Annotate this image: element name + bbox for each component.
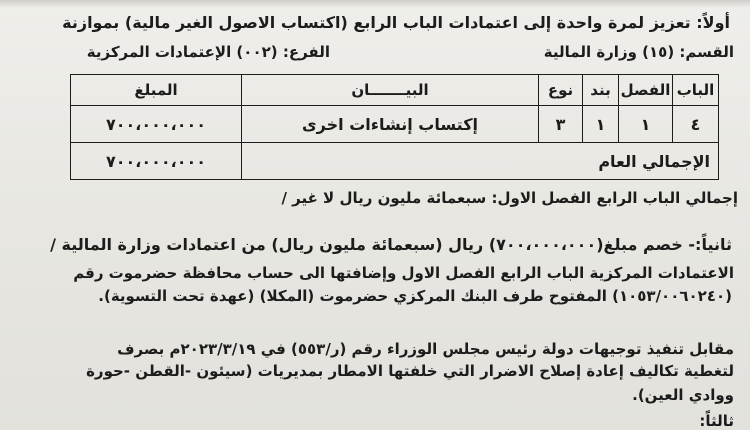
paragraph-7: ووادي العين). xyxy=(632,386,734,404)
paragraph-8: ثالثاً: xyxy=(699,412,734,430)
paragraph-6: لتغطية تكاليف إعادة إصلاح الاضرار التي خلفتها الامطار بمديريات (سيئون -القطن -حورة xyxy=(86,362,734,380)
header-naw: نوع xyxy=(539,75,583,106)
cell-band: ١ xyxy=(583,106,619,143)
budget-table xyxy=(70,74,719,180)
heading-line-1: أولاً: تعزيز لمرة واحدة إلى اعتمادات الباب الرابع (اكتساب الاصول الغير مالية) بموازنة xyxy=(62,13,730,32)
table-total-row xyxy=(71,143,719,180)
paragraph-1: إجمالي الباب الرابع الفصل الاول: سبعمائة مليون ريال لا غير / xyxy=(281,189,738,207)
branch-line: الفرع: (٠٠٢) الإعتمادات المركزية xyxy=(86,43,330,61)
table-row xyxy=(71,106,719,143)
cell-fasl: ١ xyxy=(619,106,673,143)
paragraph-2: ثانياً:- خصم مبلغ(٧٠٠،٠٠٠،٠٠٠) ريال (سبعمائة مليون ريال) من اعتمادات وزارة المالية / xyxy=(50,235,732,254)
header-fasl: الفصل xyxy=(619,75,673,106)
total-label: الإجمالي العام xyxy=(242,143,719,180)
cell-bayan: إكتساب إنشاءات اخرى xyxy=(242,106,539,143)
paragraph-5: مقابل تنفيذ توجيهات دولة رئيس مجلس الوزراء رقم (ر/٥٥٣) في ٢٠٢٣/٣/١٩م بصرف xyxy=(117,340,734,358)
header-band: بند xyxy=(583,75,619,106)
cell-bab: ٤ xyxy=(673,106,719,143)
total-amount: ٧٠٠،٠٠٠،٠٠٠ xyxy=(71,143,242,180)
paragraph-3: الاعتمادات المركزية الباب الرابع الفصل الاول وإضافتها الى حساب محافظة حضرموت رقم xyxy=(73,264,734,282)
cell-mablagh: ٧٠٠،٠٠٠،٠٠٠ xyxy=(71,106,242,143)
header-mablagh: المبلغ xyxy=(71,75,242,106)
paragraph-4: (١٠٥٣/٠٠٦٠٢٤٠) المفتوح طرف البنك المركزي حضرموت (المكلا) (عهدة تحت التسوية). xyxy=(98,287,732,305)
header-bab: الباب xyxy=(673,75,719,106)
table-header-row xyxy=(71,75,719,106)
cell-naw: ٣ xyxy=(539,106,583,143)
header-bayan: البيـــــــان xyxy=(242,75,539,106)
page-top-edge xyxy=(0,0,750,8)
section-line: القسم: (١٥) وزارة المالية xyxy=(543,43,734,61)
